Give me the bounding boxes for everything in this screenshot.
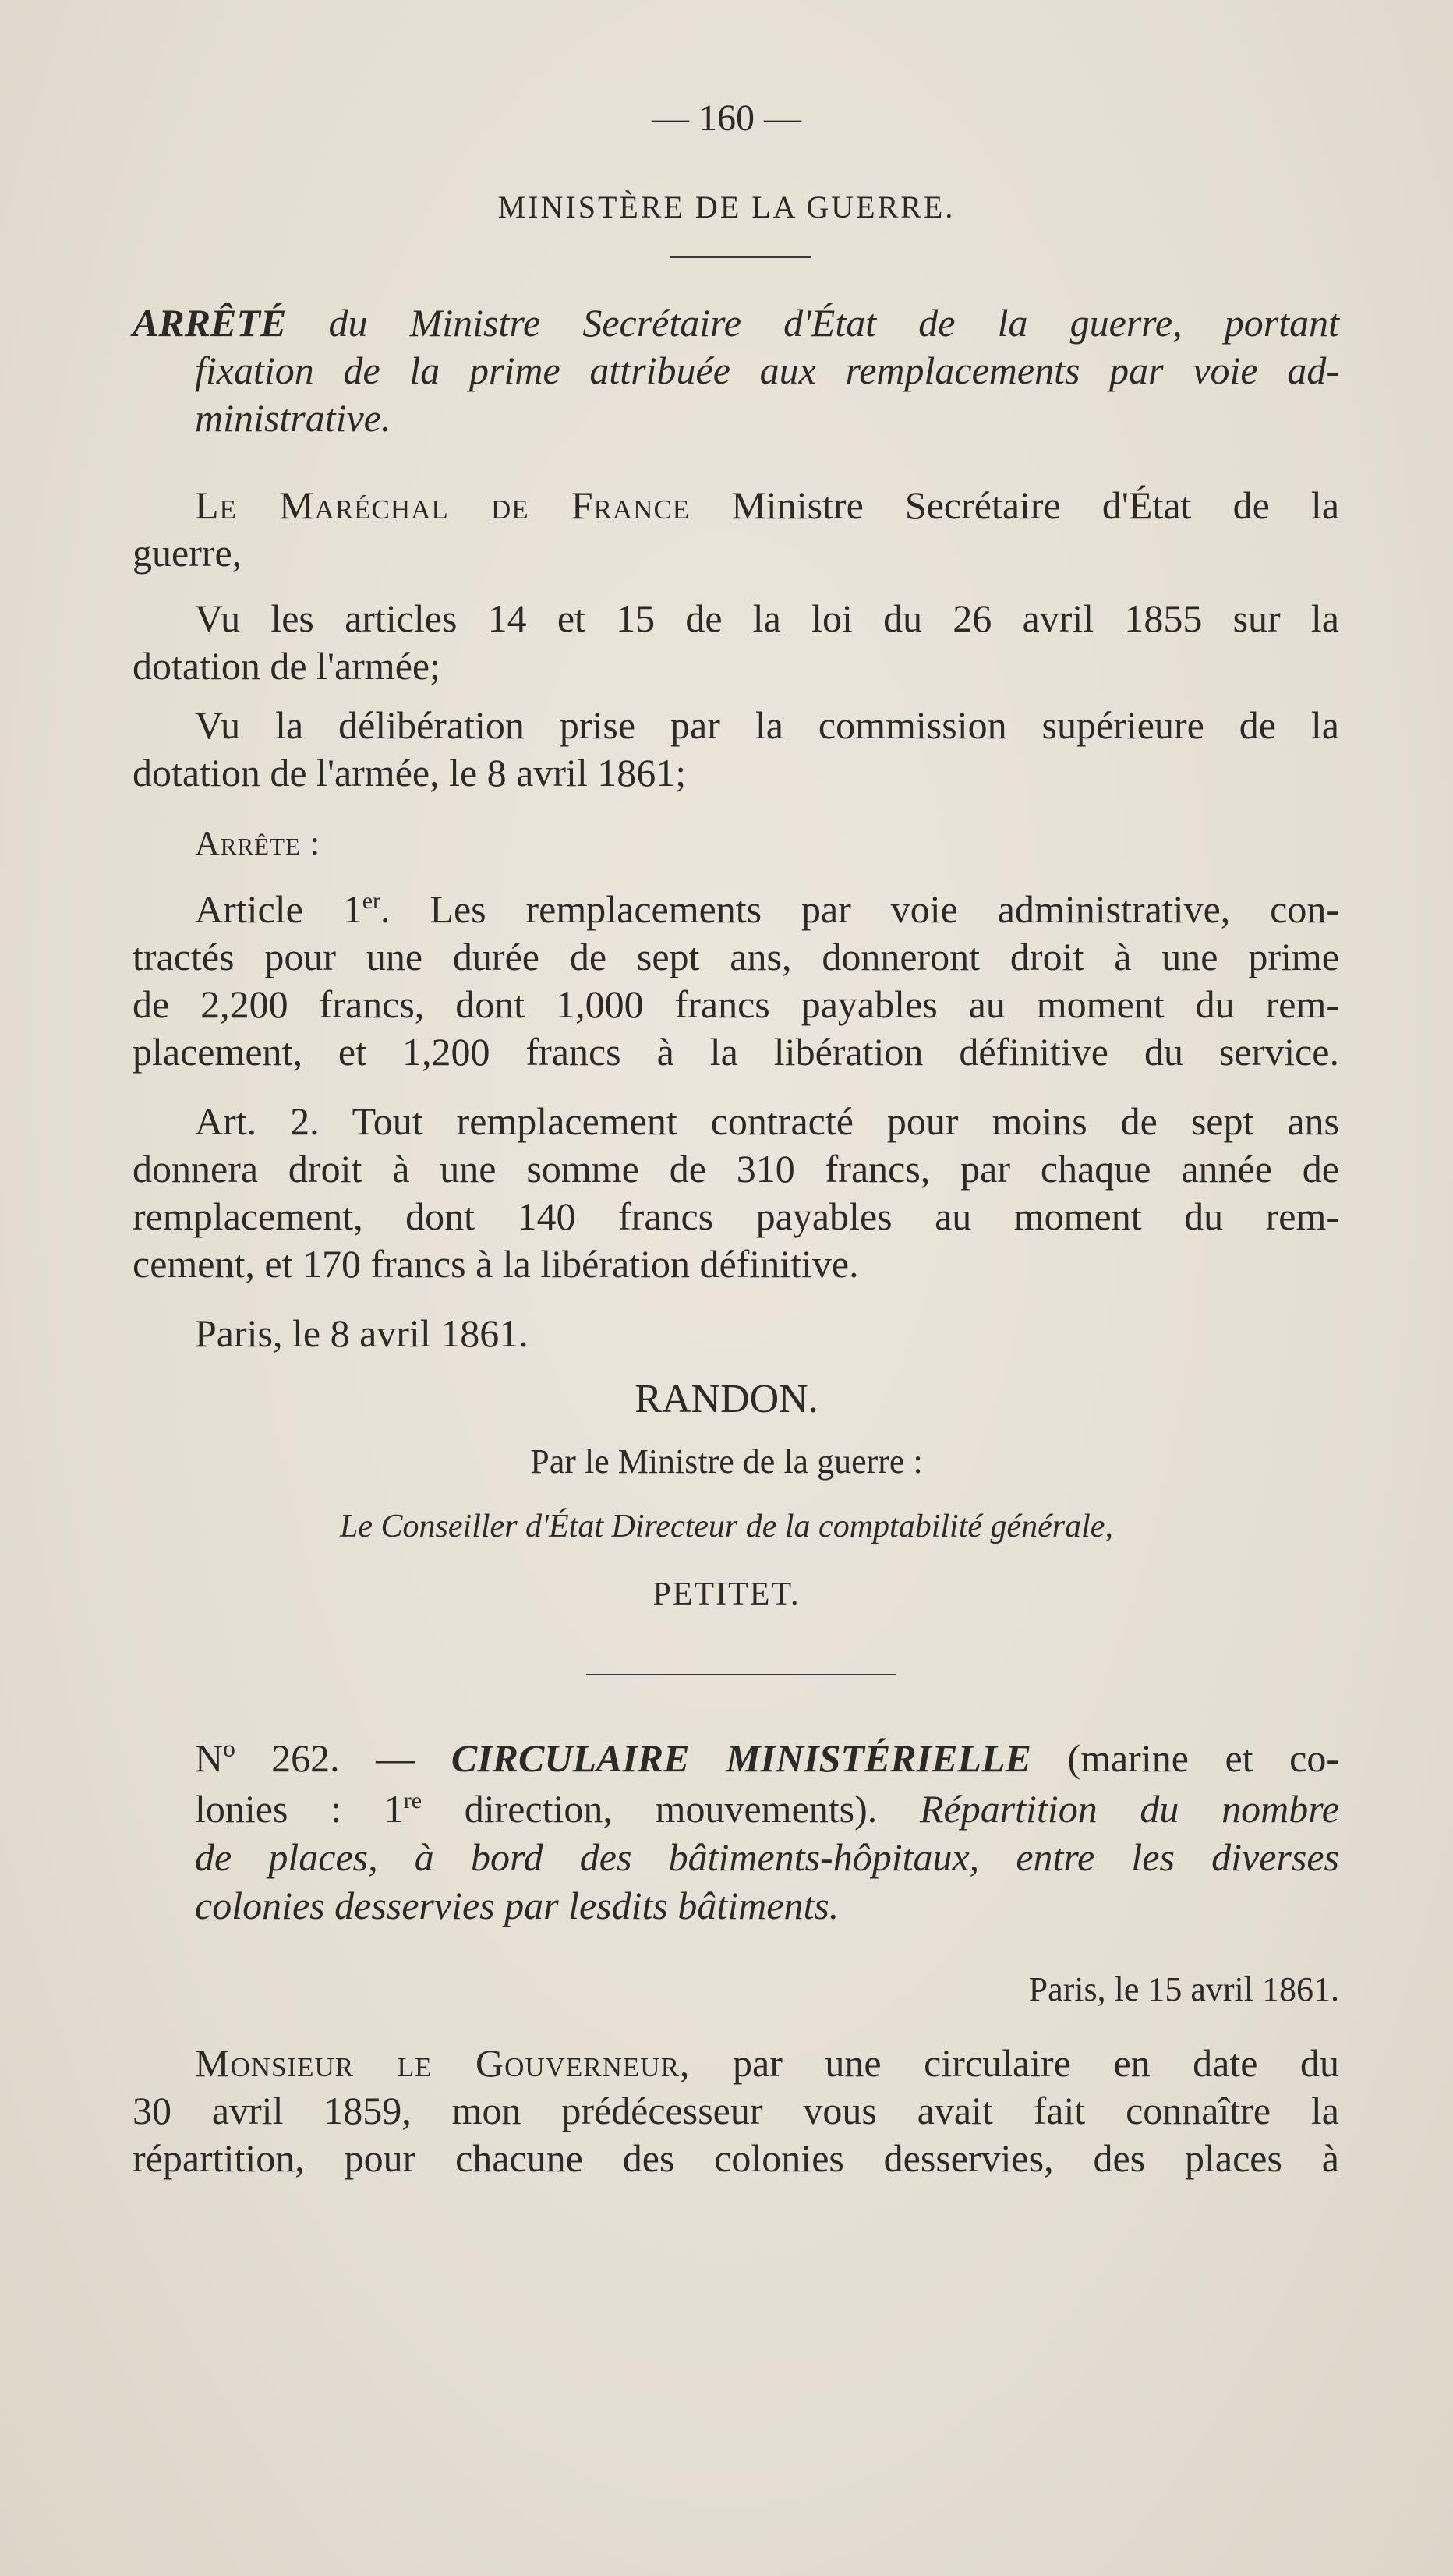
art1-line2: tractés pour une durée de sept ans, donneront droit à une prime [133,935,1339,978]
art2-line2: donnera droit à une somme de 310 francs, par chaque année de [133,1147,1339,1191]
circulaire-body-line1 [195,2040,1339,2086]
arrete-label: Arrête : [195,824,321,862]
arrete-date: Paris, le 8 avril 1861. [195,1311,529,1355]
art1-line3: de 2,200 francs, dont 1,000 francs payables au moment du rem- [133,982,1339,1026]
ministry-heading: MINISTÈRE DE LA GUERRE. [497,189,956,225]
vu2-line1: Vu la délibération prise par la commission supérieure de la [195,703,1339,747]
countersign: PETITET. [652,1576,801,1612]
preamble-rest: Ministre Secrétaire d'État de la [731,483,1340,527]
circulaire-repartition: Répartition du nombre [919,1787,1340,1831]
circulaire-title-line2 [195,1785,1339,1832]
art1-line1 [195,886,1339,932]
circulaire-dash: — [376,1736,415,1780]
circulaire-date: Paris, le 15 avril 1861. [1028,1970,1339,2008]
section-rule [586,1674,896,1675]
art1-line4: placement, et 1,200 francs à la libération définitive du service. [133,1030,1339,1074]
art2-line4: cement, et 170 francs à la libération définitive. [133,1242,859,1286]
art1-label: Article 1 [195,887,362,931]
preamble-line2: guerre, [133,531,242,575]
art2-line3: remplacement, dont 140 francs payables au moment du rem- [133,1194,1339,1238]
circulaire-title-line4: colonies desservies par lesdits bâtiments. [195,1884,840,1927]
circulaire-lonies: lonies : 1 [195,1787,404,1831]
circulaire-body-line3: répartition, pour chacune des colonies desservies, des places à [133,2136,1339,2180]
par-le-ministre: Par le Ministre de la guerre : [530,1442,923,1481]
vu1-line2: dotation de l'armée; [133,644,440,688]
circulaire-sup: re [403,1788,422,1813]
vu1-line1: Vu les articles 14 et 15 de la loi du 26 avril 1855 sur la [195,596,1339,640]
circulaire-title-rest: (marine et co- [1067,1736,1339,1780]
arrete-title-line1 [133,299,1339,346]
art2-line1: Art. 2. Tout remplacement contracté pour moins de sept ans [195,1099,1339,1143]
arrete-title-line2: fixation de la prime attribuée aux remplacements par voie ad- [195,349,1339,392]
art1-sup: er [362,888,381,914]
circulaire-direction: direction, mouvements). [464,1787,878,1831]
circulaire-body-rest: par une circulaire en date du [733,2041,1340,2085]
header-rule [670,256,811,258]
conseiller-title: Le Conseiller d'État Directeur de la comptabilité générale, [340,1509,1113,1545]
page-number: — 160 — [652,97,801,139]
arrete-signature: RANDON. [635,1377,818,1421]
circulaire-title-bold: CIRCULAIRE MINISTÉRIELLE [451,1736,1031,1780]
preamble-marshal: Le Maréchal de France [195,483,691,527]
circulaire-number: Nº 262. [195,1736,340,1780]
preamble-line1 [195,482,1339,529]
vu2-line2: dotation de l'armée, le 8 avril 1861; [133,751,687,794]
arrete-title-line3: ministrative. [195,396,391,440]
circulaire-title-line3: de places, à bord des bâtiments-hôpitaux, entre les diverses [195,1835,1339,1879]
circulaire-title-line1 [195,1735,1339,1782]
circulaire-salutation: Monsieur le Gouverneur, [195,2041,691,2085]
circulaire-body-line2: 30 avril 1859, mon prédécesseur vous avait fait connaître la [133,2089,1339,2132]
arrete-title-rest: du Ministre Secrétaire d'État de la guerre, portant [328,301,1339,345]
art1-line1-text: . Les remplacements par voie administrative, con- [380,887,1339,931]
arrete-title-bold: ARRÊTÉ [133,301,287,345]
